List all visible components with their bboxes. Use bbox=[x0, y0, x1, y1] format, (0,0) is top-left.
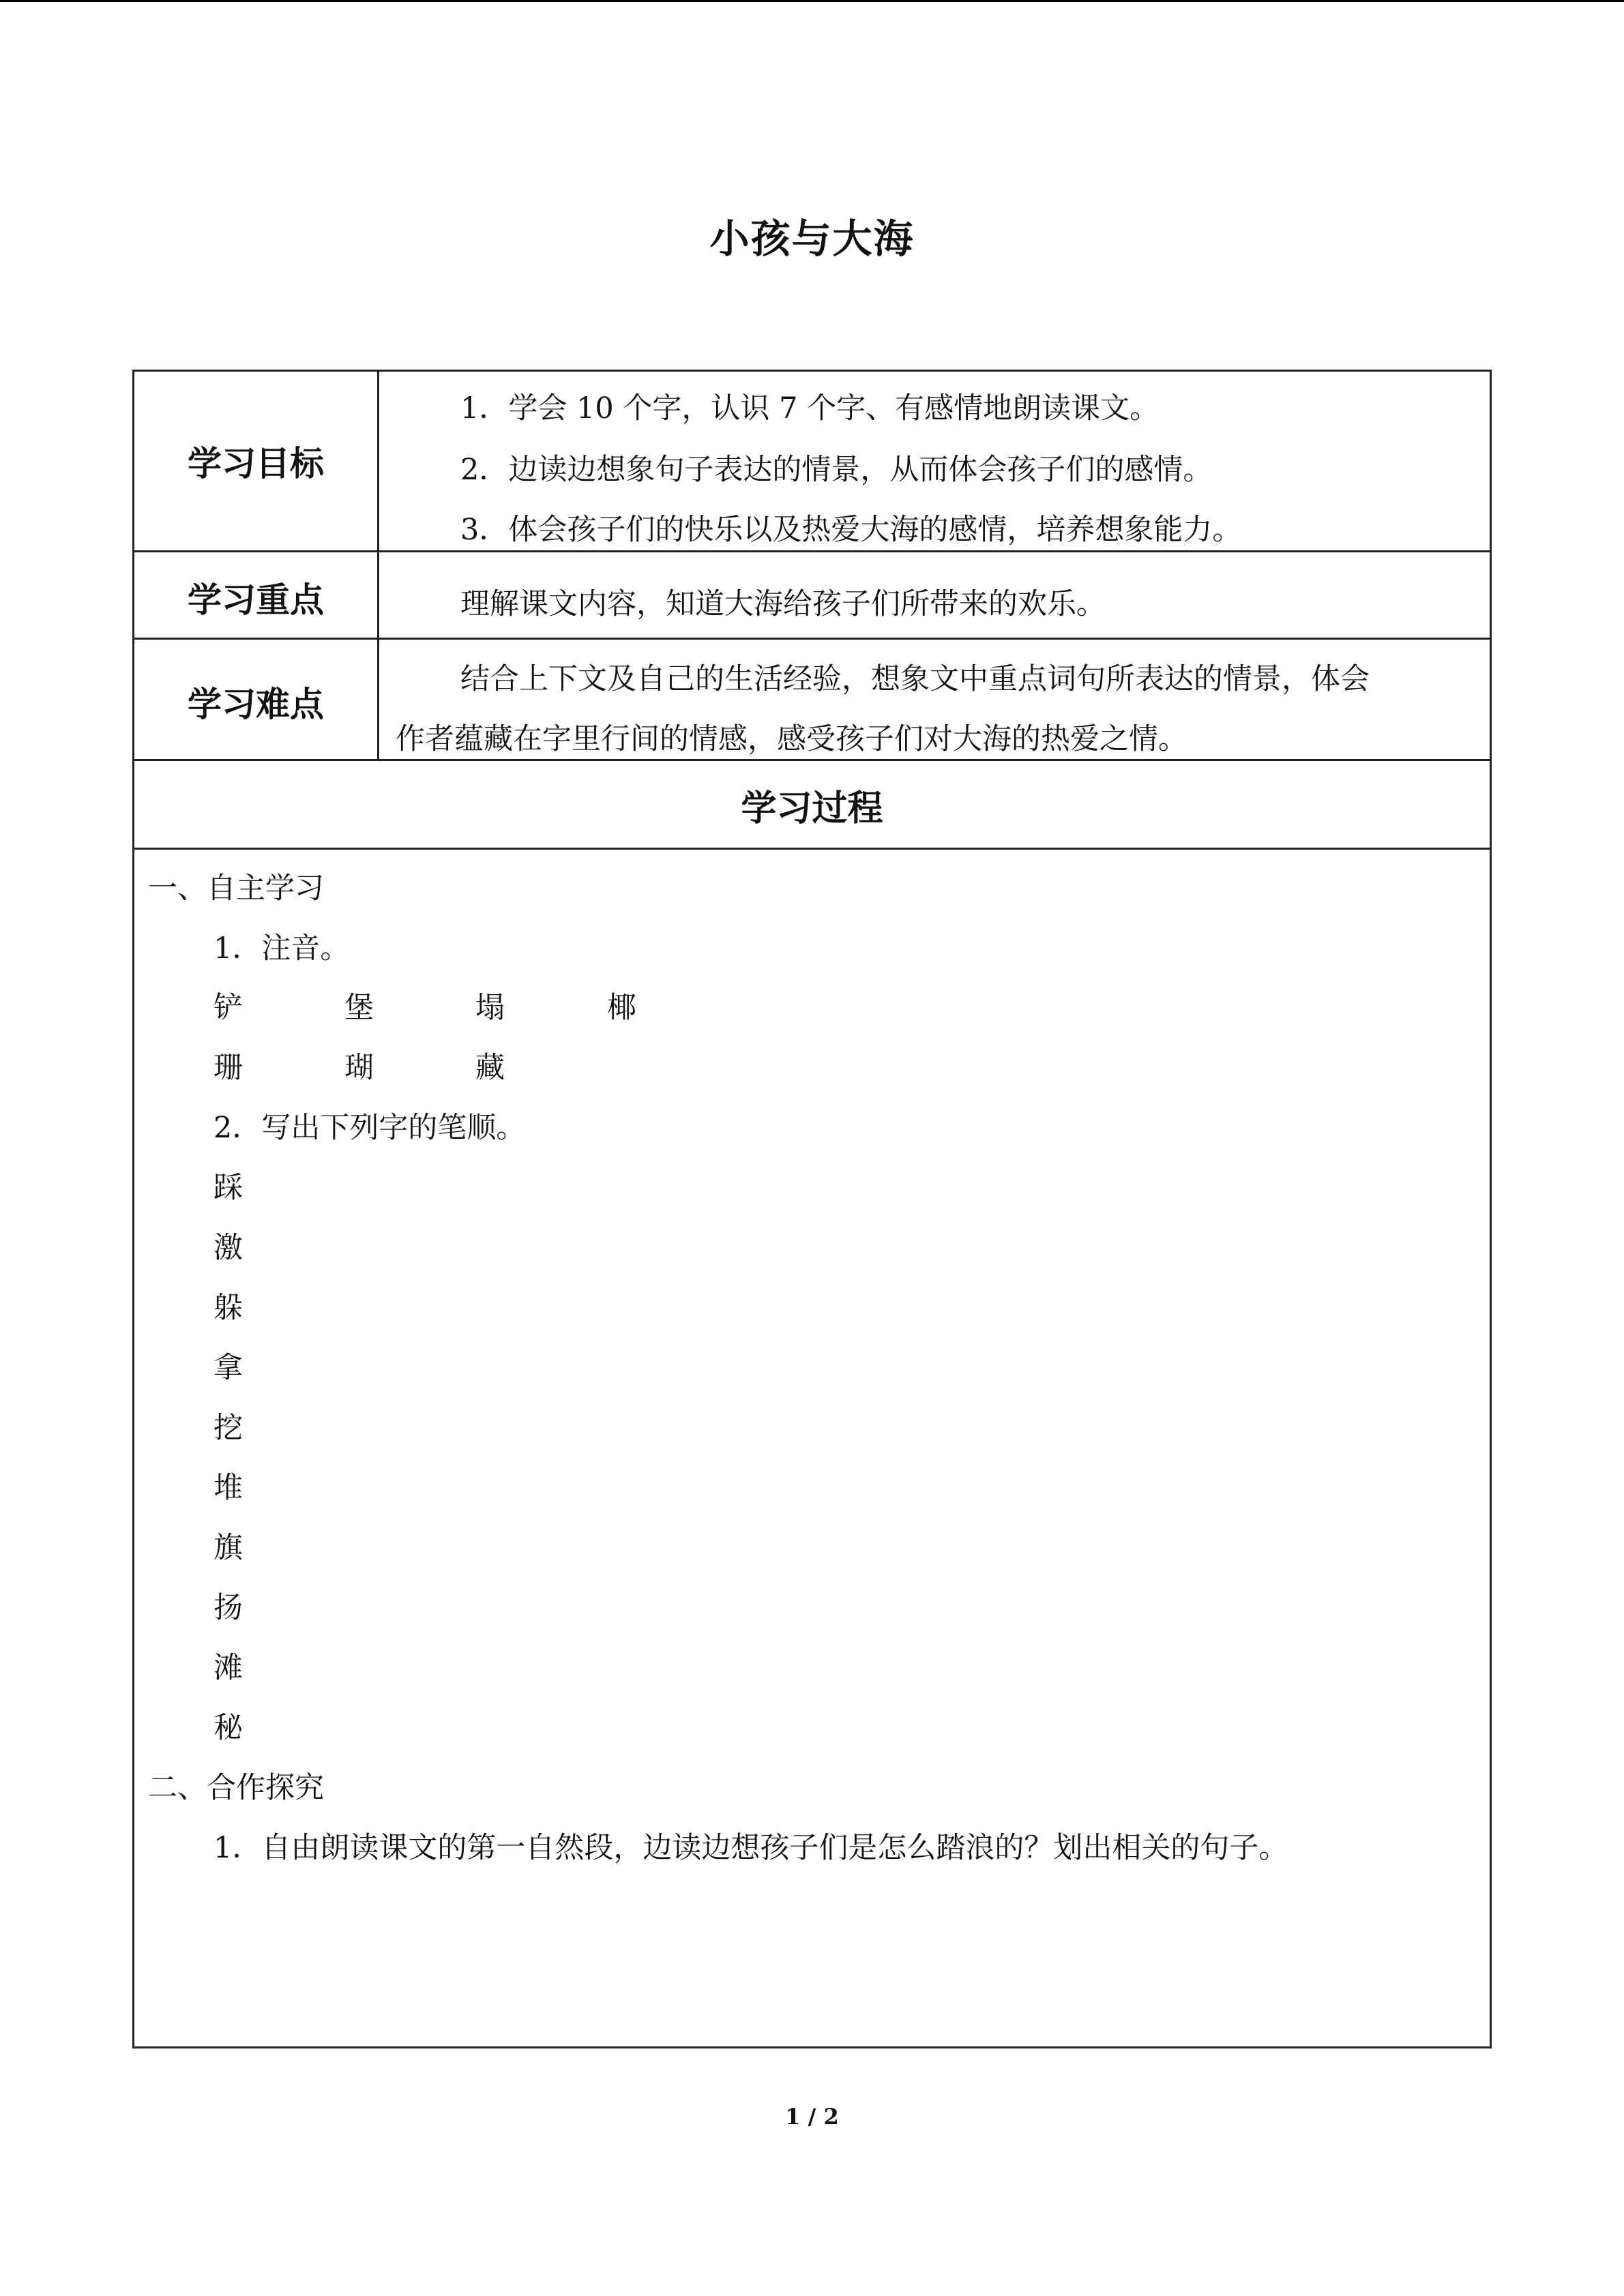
stroke-char: 躲 bbox=[213, 1291, 243, 1325]
row-divider bbox=[132, 550, 1492, 552]
question-stroke-order: 2．写出下列字的笔顺。 bbox=[213, 1111, 526, 1145]
stroke-char: 挖 bbox=[213, 1411, 243, 1445]
pinyin-char: 塌 bbox=[475, 991, 505, 1025]
stroke-char: 秘 bbox=[213, 1711, 243, 1745]
stroke-char: 拿 bbox=[213, 1351, 243, 1385]
question-pinyin: 1．注音。 bbox=[213, 931, 350, 966]
objective-item: 3．体会孩子们的快乐以及热爱大海的感情，培养想象能力。 bbox=[460, 513, 1242, 547]
difficulties-label: 学习难点 bbox=[188, 685, 324, 724]
pinyin-char: 椰 bbox=[607, 991, 636, 1025]
pinyin-char: 铲 bbox=[213, 991, 243, 1025]
page-number: 1 / 2 bbox=[785, 2104, 839, 2130]
question-wave-treading: 1．自由朗读课文的第一自然段，边读边想孩子们是怎么踏浪的？划出相关的句子。 bbox=[213, 1831, 1288, 1865]
stroke-char: 踩 bbox=[213, 1171, 243, 1205]
row-divider bbox=[132, 759, 1492, 761]
stroke-char: 滩 bbox=[213, 1651, 243, 1685]
pinyin-char: 瑚 bbox=[344, 1051, 374, 1085]
difficulties-text-line2: 作者蕴藏在字里行间的情感，感受孩子们对大海的热爱之情。 bbox=[396, 722, 1187, 756]
pinyin-char: 藏 bbox=[475, 1051, 505, 1085]
row-divider bbox=[132, 848, 1492, 850]
difficulties-text-line1: 结合上下文及自己的生活经验，想象文中重点词句所表达的情景，体会 bbox=[460, 662, 1370, 696]
pinyin-char: 珊 bbox=[213, 1051, 243, 1085]
section-heading-cooperative: 二、合作探究 bbox=[148, 1771, 324, 1805]
column-divider bbox=[377, 370, 379, 760]
stroke-char: 激 bbox=[213, 1231, 243, 1265]
objective-item: 1．学会 10 个字，认识 7 个字、有感情地朗读课文。 bbox=[460, 391, 1160, 426]
row-divider bbox=[132, 638, 1492, 640]
objectives-label: 学习目标 bbox=[188, 444, 324, 483]
stroke-char: 旗 bbox=[213, 1531, 243, 1565]
page-title: 小孩与大海 bbox=[709, 215, 915, 262]
key-points-text: 理解课文内容，知道大海给孩子们所带来的欢乐。 bbox=[460, 587, 1106, 621]
pinyin-char: 堡 bbox=[344, 991, 374, 1025]
objective-item: 2．边读边想象句子表达的情景，从而体会孩子们的感情。 bbox=[460, 453, 1213, 487]
stroke-char: 堆 bbox=[213, 1471, 243, 1505]
key-points-label: 学习重点 bbox=[188, 580, 324, 620]
process-title: 学习过程 bbox=[741, 788, 883, 829]
section-heading-self-study: 一、自主学习 bbox=[148, 871, 324, 906]
stroke-char: 扬 bbox=[213, 1591, 243, 1625]
top-border-rule bbox=[0, 0, 1624, 2]
